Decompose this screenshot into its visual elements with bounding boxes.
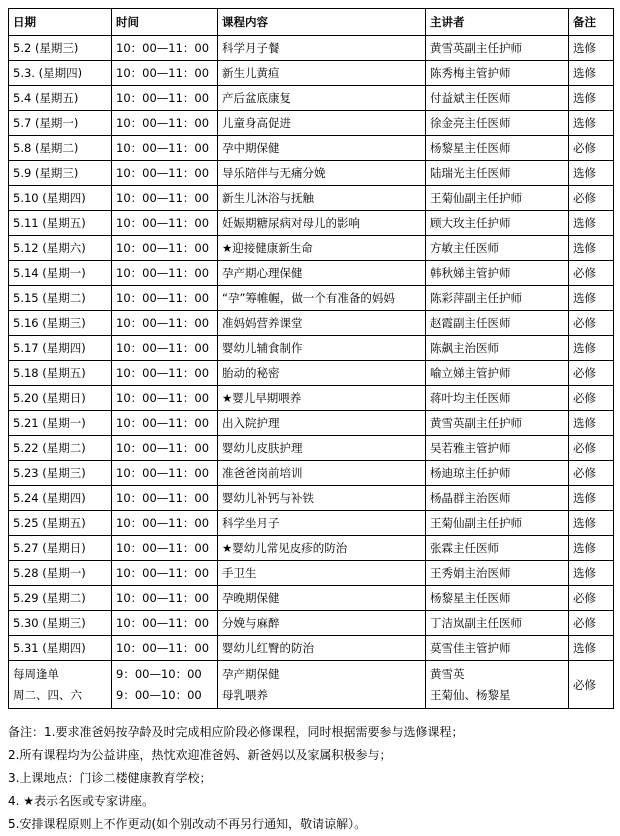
cell-time: 10：00—11：00 <box>112 136 218 161</box>
table-row <box>9 611 614 636</box>
cell-note: 必修 <box>569 186 614 211</box>
cell-time: 10：00—11：00 <box>112 611 218 636</box>
table-row <box>9 261 614 286</box>
weekly-cell-date <box>9 661 112 709</box>
cell-time: 10：00—11：00 <box>112 636 218 661</box>
table-row <box>9 636 614 661</box>
cell-time: 10：00—11：00 <box>112 536 218 561</box>
note-line-4: 4. ★表示名医或专家讲座。 <box>8 794 155 808</box>
cell-lecturer: 王秀娟主治医师 <box>426 561 569 586</box>
cell-date: 5.23 (星期三) <box>9 461 112 486</box>
cell-date: 5.7 (星期一) <box>9 111 112 136</box>
cell-time: 10：00—11：00 <box>112 86 218 111</box>
cell-content: 儿童身高促进 <box>218 111 426 136</box>
cell-note: 必修 <box>569 461 614 486</box>
cell-content: ★婴儿早期喂养 <box>218 386 426 411</box>
cell-lecturer: 丁洁岚副主任医师 <box>426 611 569 636</box>
cell-content: 新生儿沐浴与抚触 <box>218 186 426 211</box>
cell-note: 选修 <box>569 511 614 536</box>
cell-content: 出入院护理 <box>218 411 426 436</box>
weekly-cell-lecturer <box>426 661 569 709</box>
cell-content: “孕”筹帷幄，做一个有准备的妈妈 <box>218 286 426 311</box>
cell-date: 5.4 (星期五) <box>9 86 112 111</box>
cell-time: 10：00—11：00 <box>112 436 218 461</box>
table-row <box>9 561 614 586</box>
cell-lecturer: 王菊仙副主任护师 <box>426 186 569 211</box>
cell-lecturer: 陈彩萍副主任护师 <box>426 286 569 311</box>
cell-note: 选修 <box>569 236 614 261</box>
cell-lecturer: 陆瑞光主任医师 <box>426 161 569 186</box>
cell-note: 必修 <box>569 586 614 611</box>
note-line-5: 5.安排课程原则上不作更动(如个别改动不再另行通知，敬请谅解）。 <box>8 817 367 831</box>
table-row <box>9 61 614 86</box>
cell-lecturer: 张霖主任医师 <box>426 536 569 561</box>
weekly-content-line-1: 孕产期保健 <box>222 666 280 681</box>
cell-note: 选修 <box>569 111 614 136</box>
cell-date: 5.8 (星期二) <box>9 136 112 161</box>
cell-note: 选修 <box>569 411 614 436</box>
cell-date: 5.2 (星期三) <box>9 36 112 61</box>
cell-content: 分娩与麻醉 <box>218 611 426 636</box>
cell-note: 选修 <box>569 336 614 361</box>
table-row <box>9 286 614 311</box>
table-row <box>9 536 614 561</box>
cell-time: 10：00—11：00 <box>112 61 218 86</box>
cell-note: 选修 <box>569 86 614 111</box>
cell-date: 5.24 (星期四) <box>9 486 112 511</box>
cell-content: 婴幼儿皮肤护理 <box>218 436 426 461</box>
weekly-cell-content <box>218 661 426 709</box>
header-content: 课程内容 <box>218 9 426 36</box>
cell-date: 5.31 (星期四) <box>9 636 112 661</box>
cell-note: 必修 <box>569 386 614 411</box>
table-row <box>9 186 614 211</box>
cell-lecturer: 付益斌主任医师 <box>426 86 569 111</box>
header-date: 日期 <box>9 9 112 36</box>
cell-note: 选修 <box>569 536 614 561</box>
cell-date: 5.27 (星期日) <box>9 536 112 561</box>
cell-note: 必修 <box>569 361 614 386</box>
cell-lecturer: 杨黎星主任医师 <box>426 136 569 161</box>
cell-note: 必修 <box>569 261 614 286</box>
table-row <box>9 361 614 386</box>
cell-time: 10：00—11：00 <box>112 311 218 336</box>
weekly-content-line-2: 母乳喂养 <box>222 687 268 702</box>
cell-date: 5.10 (星期四) <box>9 186 112 211</box>
course-schedule-table <box>8 8 614 709</box>
weekly-time-line-1: 9：00—10：00 <box>116 666 202 681</box>
table-row <box>9 111 614 136</box>
table-row <box>9 86 614 111</box>
table-row <box>9 236 614 261</box>
cell-note: 必修 <box>569 136 614 161</box>
cell-content: 新生儿黄疸 <box>218 61 426 86</box>
table-row <box>9 161 614 186</box>
table-row <box>9 436 614 461</box>
cell-note: 选修 <box>569 61 614 86</box>
cell-date: 5.25 (星期五) <box>9 511 112 536</box>
cell-note: 选修 <box>569 36 614 61</box>
cell-time: 10：00—11：00 <box>112 411 218 436</box>
cell-content: 孕晚期保健 <box>218 586 426 611</box>
cell-lecturer: 黄雪英副主任护师 <box>426 36 569 61</box>
cell-content: 准妈妈营养课堂 <box>218 311 426 336</box>
cell-note: 必修 <box>569 311 614 336</box>
cell-content: 科学月子餐 <box>218 36 426 61</box>
cell-lecturer: 方敏主任医师 <box>426 236 569 261</box>
weekly-time-line-2: 9：00—10：00 <box>116 687 202 702</box>
notes-section <box>8 721 618 836</box>
cell-date: 5.20 (星期日) <box>9 386 112 411</box>
cell-content: 科学坐月子 <box>218 511 426 536</box>
cell-lecturer: 赵霞副主任医师 <box>426 311 569 336</box>
cell-time: 10：00—11：00 <box>112 336 218 361</box>
cell-content: 胎动的秘密 <box>218 361 426 386</box>
cell-note: 选修 <box>569 211 614 236</box>
cell-lecturer: 吴若雅主管护师 <box>426 436 569 461</box>
cell-time: 10：00—11：00 <box>112 261 218 286</box>
cell-time: 10：00—11：00 <box>112 486 218 511</box>
cell-time: 10：00—11：00 <box>112 111 218 136</box>
cell-date: 5.14 (星期一) <box>9 261 112 286</box>
cell-note: 选修 <box>569 161 614 186</box>
weekly-cell-note: 必修 <box>569 661 614 709</box>
note-line-2: 2.所有课程均为公益讲座，热忱欢迎准爸妈、新爸妈以及家属积极参与； <box>8 748 392 762</box>
cell-date: 5.3. (星期四) <box>9 61 112 86</box>
header-time: 时间 <box>112 9 218 36</box>
cell-lecturer: 顾大玫主任护师 <box>426 211 569 236</box>
weekly-cell-time <box>112 661 218 709</box>
table-row <box>9 511 614 536</box>
cell-time: 10：00—11：00 <box>112 461 218 486</box>
cell-time: 10：00—11：00 <box>112 211 218 236</box>
cell-content: ★迎接健康新生命 <box>218 236 426 261</box>
cell-lecturer: 莫雪佳主管护师 <box>426 636 569 661</box>
table-row <box>9 386 614 411</box>
cell-lecturer: 蒋叶均主任医师 <box>426 386 569 411</box>
cell-lecturer: 杨晶群主治医师 <box>426 486 569 511</box>
cell-time: 10：00—11：00 <box>112 161 218 186</box>
cell-time: 10：00—11：00 <box>112 511 218 536</box>
cell-date: 5.9 (星期三) <box>9 161 112 186</box>
cell-date: 5.21 (星期一) <box>9 411 112 436</box>
cell-time: 10：00—11：00 <box>112 286 218 311</box>
cell-content: 导乐陪伴与无痛分娩 <box>218 161 426 186</box>
cell-content: 准爸爸岗前培训 <box>218 461 426 486</box>
cell-lecturer: 喻立娣主管护师 <box>426 361 569 386</box>
header-lecturer: 主讲者 <box>426 9 569 36</box>
table-row <box>9 311 614 336</box>
cell-lecturer: 陈飙主治医师 <box>426 336 569 361</box>
cell-date: 5.28 (星期一) <box>9 561 112 586</box>
cell-time: 10：00—11：00 <box>112 561 218 586</box>
weekly-row <box>9 661 614 709</box>
table-row <box>9 211 614 236</box>
cell-time: 10：00—11：00 <box>112 361 218 386</box>
header-row <box>9 9 614 36</box>
cell-content: 孕中期保健 <box>218 136 426 161</box>
cell-date: 5.16 (星期三) <box>9 311 112 336</box>
note-line-1: 备注：1.要求准爸妈按孕龄及时完成相应阶段必修课程，同时根据需要参与选修课程； <box>8 725 464 739</box>
table-row <box>9 36 614 61</box>
cell-content: 妊娠期糖尿病对母儿的影响 <box>218 211 426 236</box>
cell-time: 10：00—11：00 <box>112 236 218 261</box>
table-row <box>9 461 614 486</box>
cell-date: 5.22 (星期二) <box>9 436 112 461</box>
cell-note: 选修 <box>569 486 614 511</box>
cell-time: 10：00—11：00 <box>112 186 218 211</box>
cell-note: 选修 <box>569 636 614 661</box>
cell-lecturer: 陈秀梅主管护师 <box>426 61 569 86</box>
cell-content: 产后盆底康复 <box>218 86 426 111</box>
cell-content: 孕产期心理保健 <box>218 261 426 286</box>
note-line-3: 3.上课地点：门诊二楼健康教育学校； <box>8 771 212 785</box>
cell-note: 选修 <box>569 286 614 311</box>
cell-lecturer: 杨黎星主任医师 <box>426 586 569 611</box>
cell-date: 5.11 (星期五) <box>9 211 112 236</box>
cell-content: 婴幼儿补钙与补铁 <box>218 486 426 511</box>
cell-lecturer: 韩秋娣主管护师 <box>426 261 569 286</box>
cell-lecturer: 王菊仙副主任护师 <box>426 511 569 536</box>
table-row <box>9 411 614 436</box>
weekly-date-line-1: 每周逢单 <box>13 666 59 681</box>
cell-note: 必修 <box>569 611 614 636</box>
weekly-lecturer-line-2: 王菊仙、杨黎星 <box>430 687 511 702</box>
cell-note: 必修 <box>569 436 614 461</box>
cell-content: ★婴幼儿常见皮疹的防治 <box>218 536 426 561</box>
cell-date: 5.12 (星期六) <box>9 236 112 261</box>
table-row <box>9 136 614 161</box>
table-row <box>9 586 614 611</box>
cell-note: 选修 <box>569 561 614 586</box>
cell-content: 手卫生 <box>218 561 426 586</box>
table-row <box>9 486 614 511</box>
cell-lecturer: 徐金亮主任医师 <box>426 111 569 136</box>
table-row <box>9 336 614 361</box>
cell-date: 5.30 (星期三) <box>9 611 112 636</box>
cell-date: 5.15 (星期二) <box>9 286 112 311</box>
schedule-body <box>9 9 614 709</box>
cell-content: 婴幼儿红臀的防治 <box>218 636 426 661</box>
cell-time: 10：00—11：00 <box>112 36 218 61</box>
cell-date: 5.29 (星期二) <box>9 586 112 611</box>
header-note: 备注 <box>569 9 614 36</box>
weekly-date-line-2: 周二、四、六 <box>13 687 82 702</box>
cell-date: 5.17 (星期四) <box>9 336 112 361</box>
cell-lecturer: 杨迪琼主任护师 <box>426 461 569 486</box>
cell-lecturer: 黄雪英副主任护师 <box>426 411 569 436</box>
cell-time: 10：00—11：00 <box>112 386 218 411</box>
cell-date: 5.18 (星期五) <box>9 361 112 386</box>
cell-content: 婴幼儿辅食制作 <box>218 336 426 361</box>
weekly-lecturer-line-1: 黄雪英 <box>430 666 465 681</box>
cell-time: 10：00—11：00 <box>112 586 218 611</box>
